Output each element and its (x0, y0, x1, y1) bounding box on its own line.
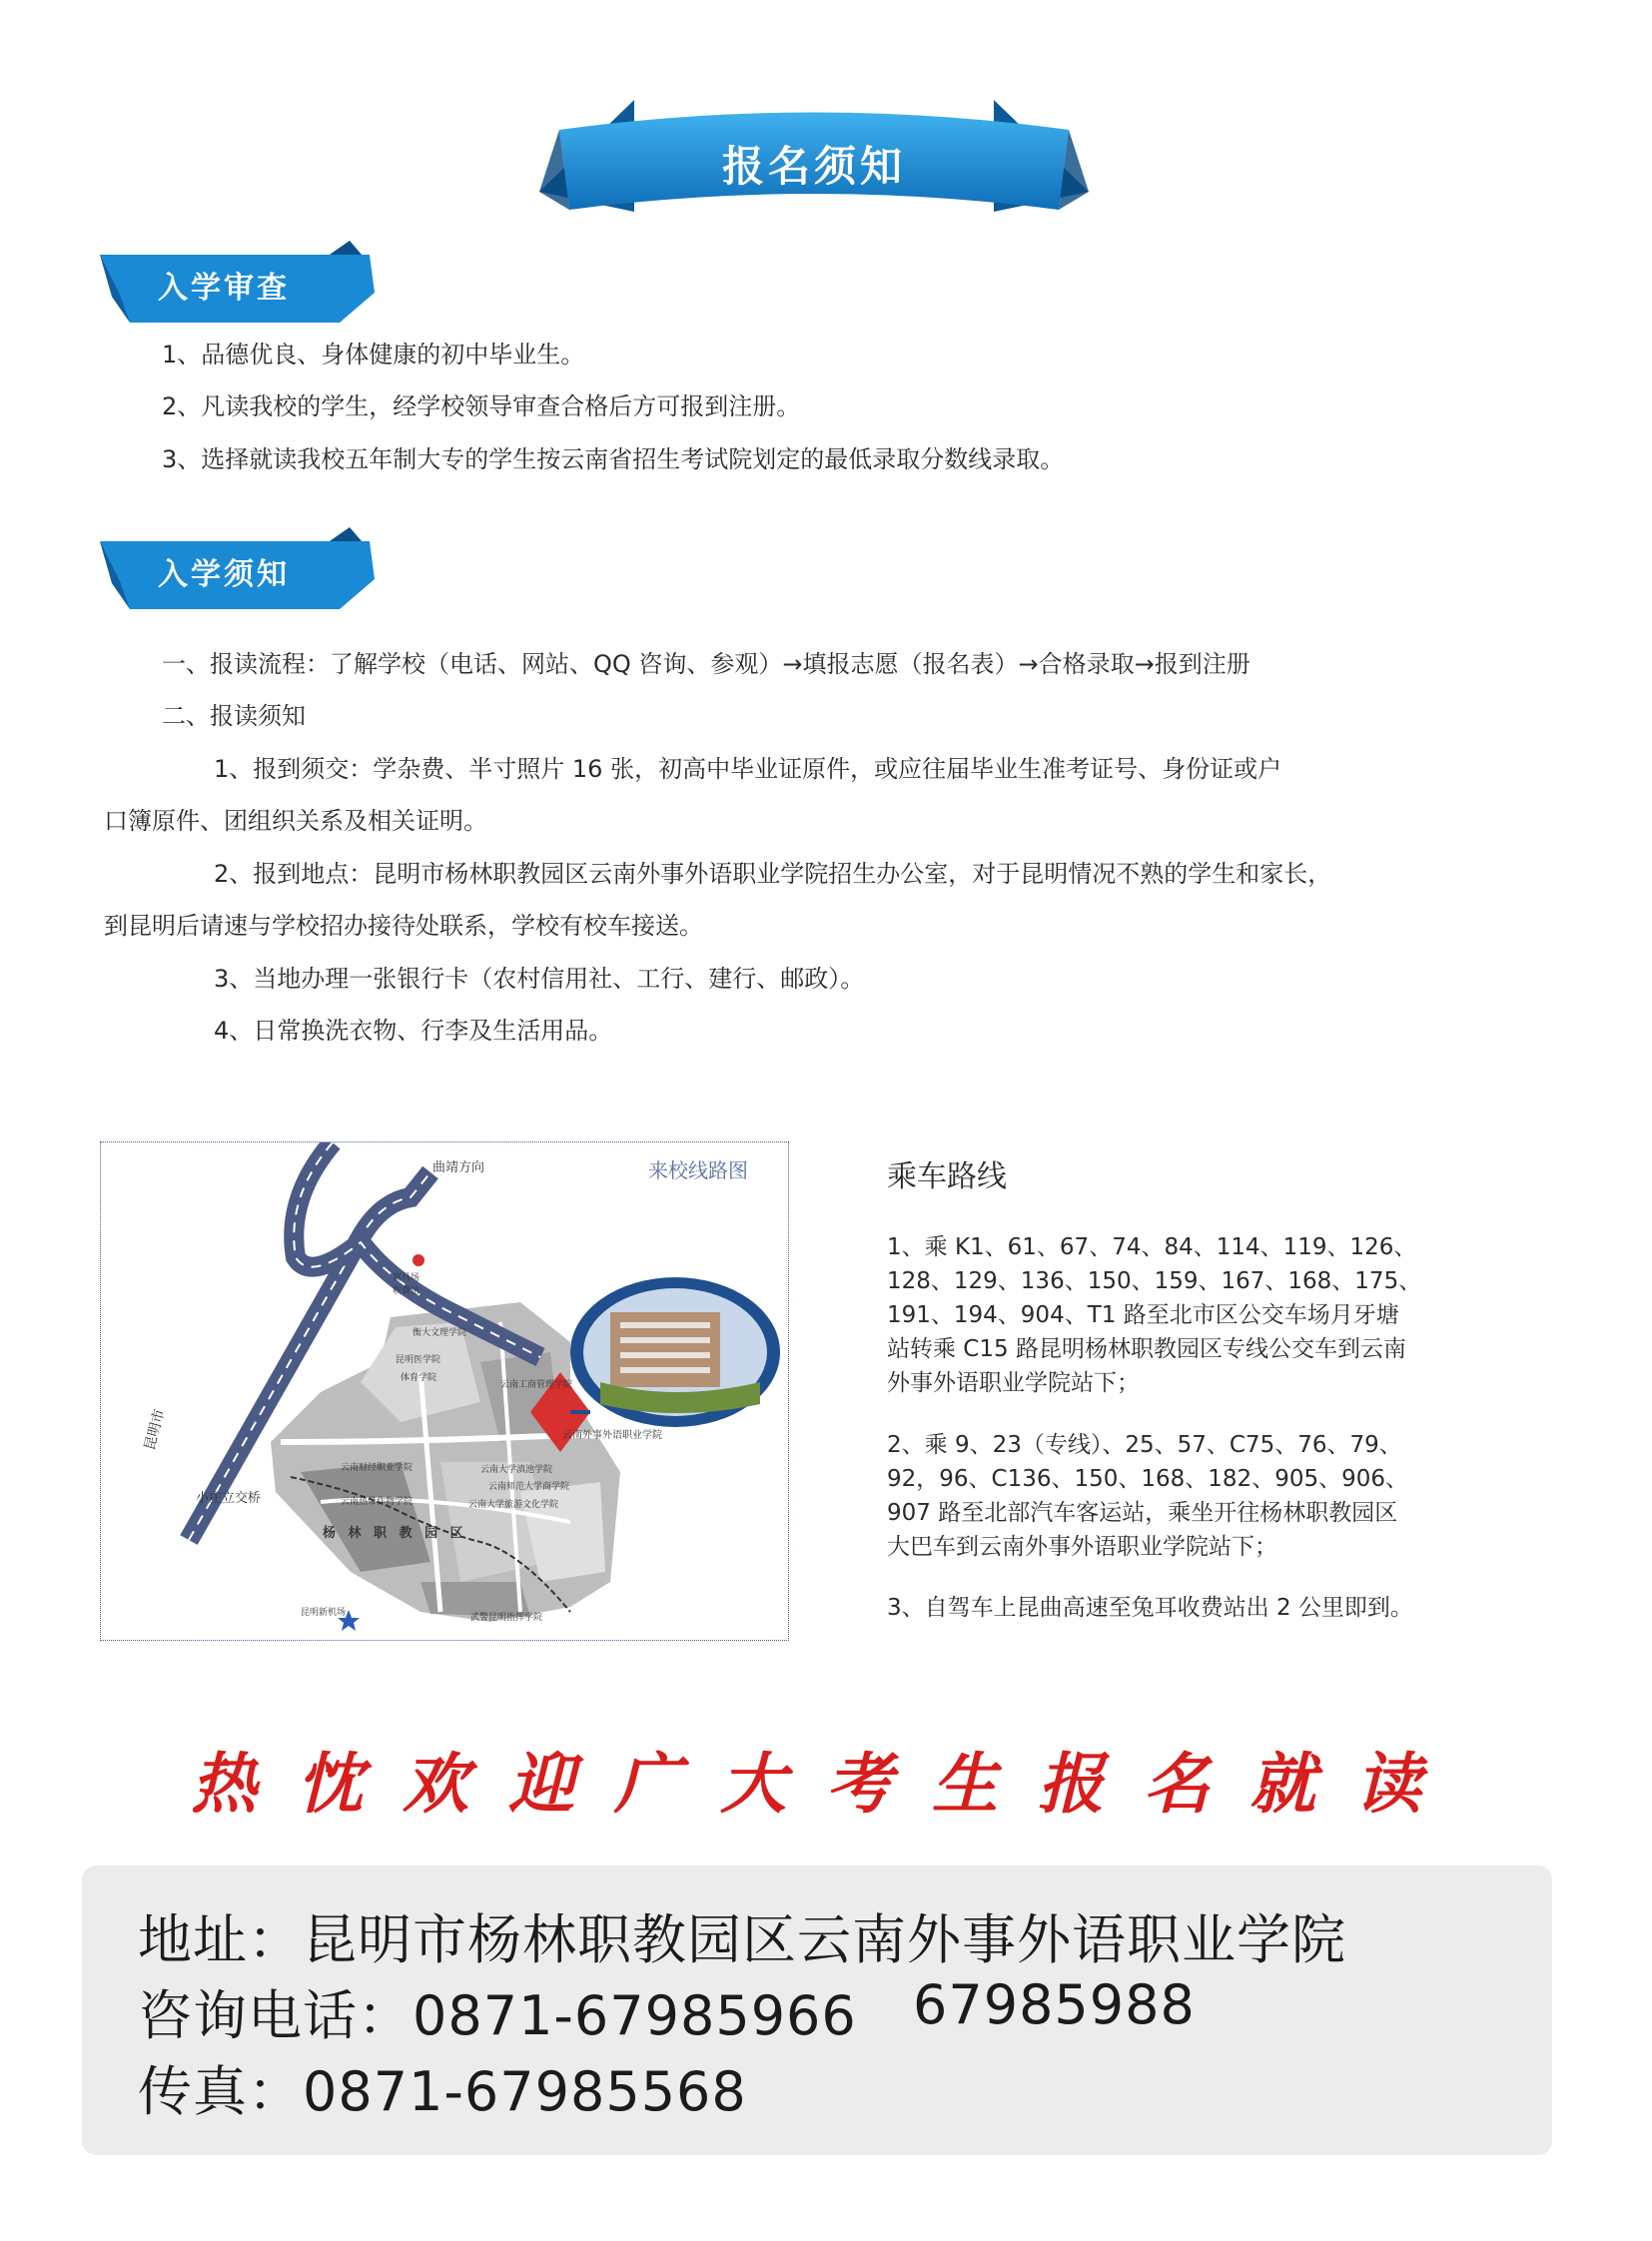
map-school-label: 云南财经职业学院 (341, 1463, 413, 1473)
main-title-ribbon (539, 100, 1089, 225)
map-school-label: 昆明医学院 (396, 1355, 441, 1365)
notice-item-3: 3、当地办理一张银行卡（农村信用社、工行、建行、邮政）。 (214, 965, 865, 993)
phone-line: 咨询电话：0871-67985966 (138, 1984, 857, 2047)
map-bridge-label: 小庄立交桥 (196, 1491, 262, 1506)
route-line: 907 路至北部汽车客运站，乘坐开往杨林职教园区 (887, 1500, 1398, 1526)
process-line: 一、报读流程：了解学校（电话、网站、QQ 咨询、参观）→填报志愿（报名表）→合格录取→报到注册 (162, 650, 1250, 678)
route-line: 191、194、904、T1 路至北市区公交车场月牙塘 (887, 1302, 1399, 1328)
map-school-label: 体育学院 (401, 1373, 437, 1383)
map-airport-label: 昆明新机场 (301, 1608, 347, 1618)
notice-item-2a: 2、报到地点：昆明市杨林职教园区云南外事外语职业学院招生办公室，对于昆明情况不熟的学生和家长， (214, 860, 1332, 888)
review-item-1: 1、品德优良、身体健康的初中毕业生。 (162, 341, 585, 369)
map-school-label: 云南热带作物学院 (341, 1497, 413, 1507)
map-school-label: 云南工商管理学院 (500, 1380, 573, 1390)
route-line: 大巴车到云南外事外语职业学院站下； (887, 1534, 1277, 1560)
notice-heading: 二、报读须知 (162, 702, 306, 730)
route-3: 3、自驾车上昆曲高速至兔耳收费站出 2 公里即到。 (887, 1595, 1413, 1621)
section-ribbon-admission-notice (100, 521, 380, 613)
map-city-label: 昆明市 (141, 1407, 169, 1452)
fax-line: 传真：0871-67985568 (138, 2060, 747, 2123)
map-toll-label: 嵩马场收费站 (393, 1273, 420, 1296)
section-title: 入学须知 (158, 557, 290, 592)
route-line: 2、乘 9、23（专线）、25、57、C75、76、79、 (887, 1432, 1402, 1458)
review-item-3: 3、选择就读我校五年制大专的学生按云南省招生考试院划定的最低录取分数线录取。 (162, 445, 1065, 473)
map-school-label: 云南大学滇池学院 (480, 1465, 553, 1475)
map-highway-label: 昆·曲·高·速 (240, 1350, 282, 1410)
contact-box (82, 1866, 1552, 2155)
map-school-label: 云南大学旅游文化学院 (468, 1500, 559, 1510)
map-drawing (101, 1142, 788, 1640)
map-school-label: 云南师范大学商学院 (488, 1482, 570, 1492)
route-line: 92，96、C136、150、168、182、905、906、 (887, 1466, 1408, 1492)
map-direction-label: 曲靖方向 (432, 1160, 485, 1175)
phone-line-2: 67985988 (913, 1973, 1196, 2036)
route-2 (887, 1428, 1408, 1564)
route-line: 外事外语职业学院站下； (887, 1370, 1140, 1396)
notice-item-1a: 1、报到须交：学杂费、半寸照片 16 张，初高中毕业证原件，或应往届毕业生准考证号、身份证或户 (214, 755, 1282, 783)
review-item-2: 2、凡读我校的学生，经学校领导审查合格后方可报到注册。 (162, 392, 801, 420)
notice-item-2b: 到昆明后请速与学校招办接待处联系，学校有校车接送。 (104, 912, 703, 940)
route-map (100, 1141, 789, 1641)
route-line: 1、乘 K1、61、67、74、84、114、119、126、 (887, 1234, 1417, 1260)
notice-item-1b: 口簿原件、团组织关系及相关证明。 (104, 807, 487, 835)
welcome-slogan: 热忱欢迎广大考生报名就读 (191, 1745, 1461, 1823)
section-title: 入学审查 (158, 271, 290, 306)
route-line: 128、129、136、150、159、167、168、175、 (887, 1268, 1422, 1294)
route-1 (887, 1230, 1421, 1400)
page-title: 报名须知 (721, 142, 906, 191)
map-school-label: 武警昆明指挥学院 (470, 1613, 543, 1623)
address-line: 地址：昆明市杨林职教园区云南外事外语职业学院 (138, 1908, 1346, 1971)
route-line: 站转乘 C15 路昆明杨林职教园区专线公交车到云南 (887, 1336, 1406, 1362)
map-college-label: 云南外事外语职业学院 (562, 1430, 662, 1441)
map-title: 来校线路图 (648, 1158, 748, 1182)
map-park-label: 杨 林 职 教 园 区 (323, 1526, 467, 1541)
notice-item-4: 4、日常换洗衣物、行李及生活用品。 (214, 1017, 613, 1045)
routes-title: 乘车路线 (887, 1159, 1007, 1194)
section-ribbon-admission-review (100, 235, 380, 327)
map-school-label: 衡大文理学院 (413, 1328, 467, 1338)
